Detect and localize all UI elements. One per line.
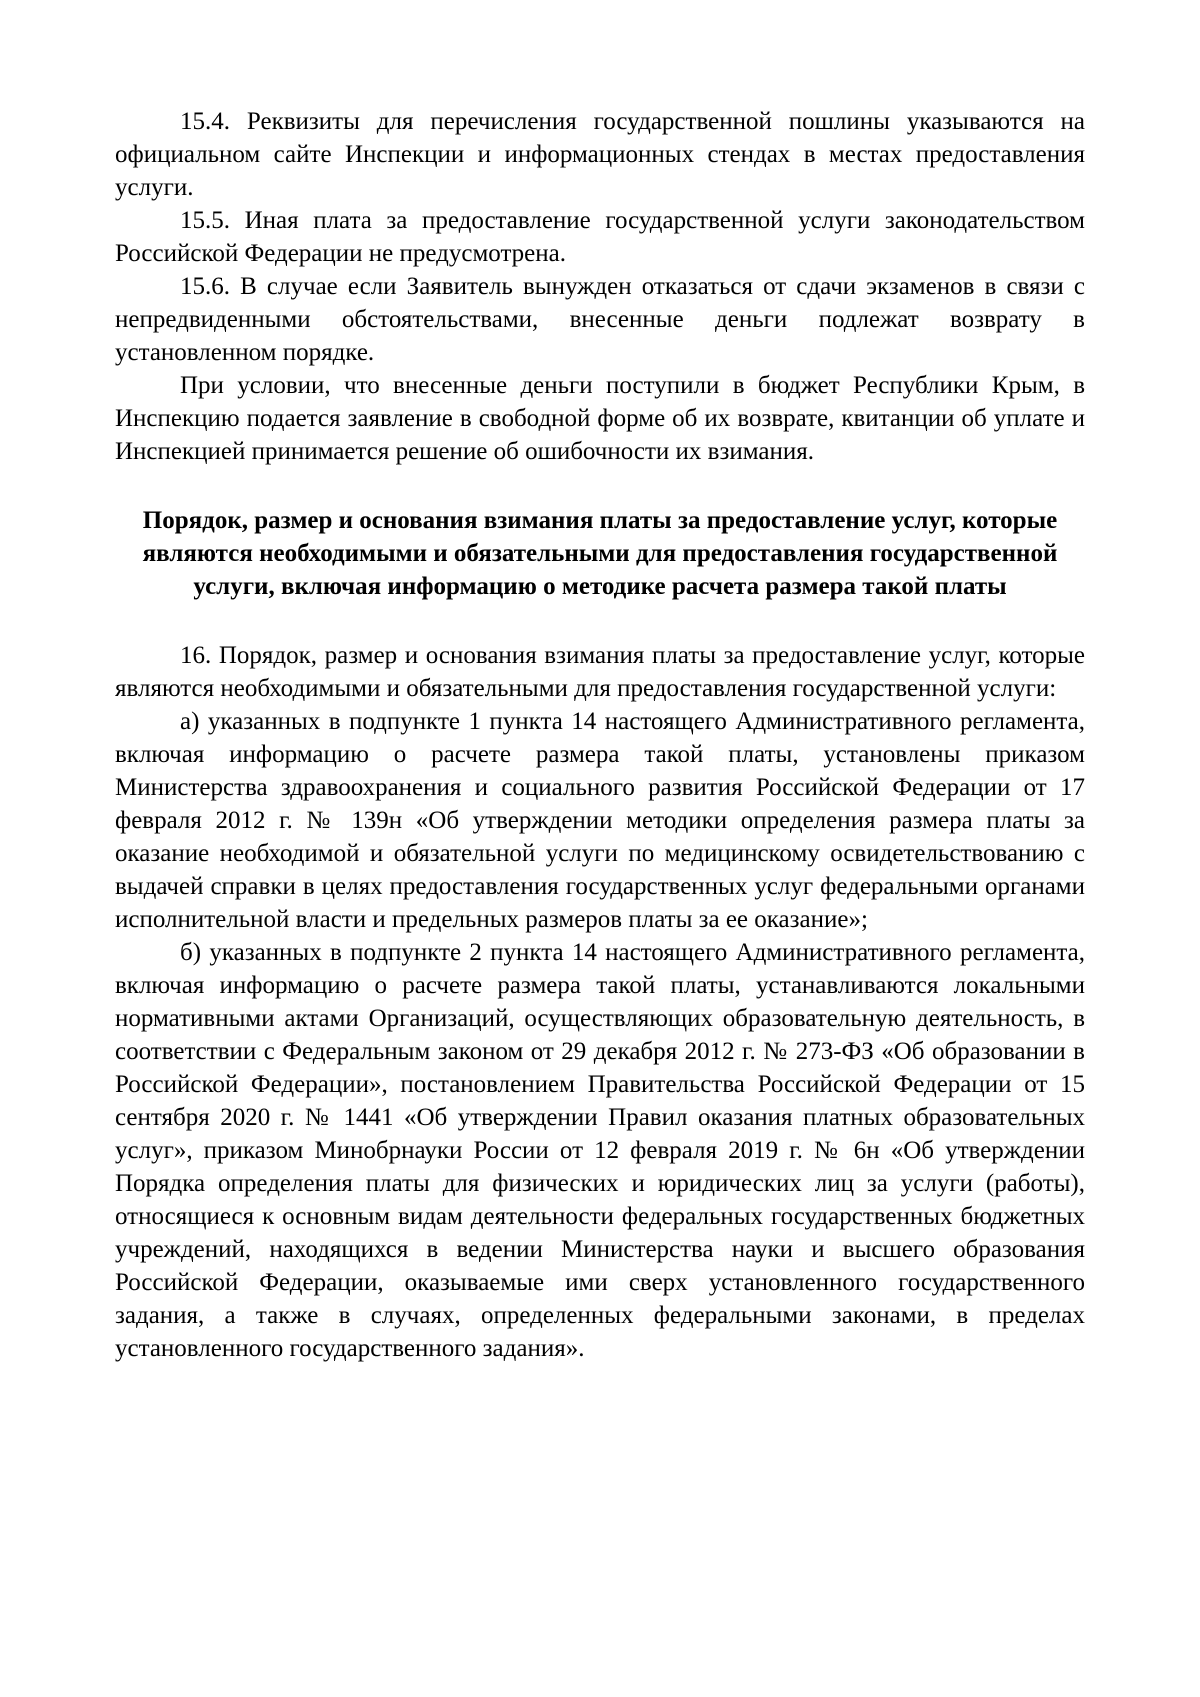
paragraph-15-6: 15.6. В случае если Заявитель вынужден отказаться от сдачи экзаменов в связи с непредвиденными обстоятельствами, внесенные деньги подлежат возврату в установленном порядке. — [115, 273, 1085, 366]
document-page — [115, 105, 1085, 1365]
section-heading: Порядок, размер и основания взимания платы за предоставление услуг, которые являются необходимыми и обязательными для предоставления государственной услуги, включая информацию о методике расчета размера такой платы — [142, 507, 1058, 600]
paragraph-15-5: 15.5. Иная плата за предоставление государственной услуги законодательством Российской Федерации не предусмотрена. — [115, 207, 1085, 267]
paragraph-refund-conditions: При условии, что внесенные деньги поступили в бюджет Республики Крым, в Инспекцию подается заявление в свободной форме об их возврате, квитанции об уплате и Инспекцией принимается решение об ошибочности их взимания. — [115, 372, 1085, 465]
paragraph-16-a: а) указанных в подпункте 1 пункта 14 настоящего Административного регламента, включая информацию о расчете размера такой платы, установлены приказом Министерства здравоохранения и социального развития Российской Федерации от 17 февраля 2012 г. № 139н «Об утверждении методики определения размера платы за оказание необходимой и обязательной услуги по медицинскому освидетельствованию с выдачей справки в целях предоставления государственных услуг федеральными органами исполнительной власти и предельных размеров платы за ее оказание»; — [115, 708, 1085, 933]
paragraph-15-4: 15.4. Реквизиты для перечисления государственной пошлины указываются на официальном сайте Инспекции и информационных стендах в местах предоставления услуги. — [115, 108, 1085, 201]
paragraph-16-b: б) указанных в подпункте 2 пункта 14 настоящего Административного регламента, включая информацию о расчете размера такой платы, устанавливаются локальными нормативными актами Организаций, осуществляющих образовательную деятельность, в соответствии с Федеральным законом от 29 декабря 2012 г. № 273-ФЗ «Об образовании в Российской Федерации», постановлением Правительства Российской Федерации от 15 сентября 2020 г. № 1441 «Об утверждении Правил оказания платных образовательных услуг», приказом Минобрнауки России от 12 февраля 2019 г. № 6н «Об утверждении Порядка определения платы для физических и юридических лиц за услуги (работы), относящиеся к основным видам деятельности федеральных государственных бюджетных учреждений, находящихся в ведении Министерства науки и высшего образования Российской Федерации, оказываемые ими сверх установленного государственного задания, а также в случаях, определенных федеральными законами, в пределах установленного государственного задания». — [115, 939, 1085, 1362]
paragraph-16: 16. Порядок, размер и основания взимания платы за предоставление услуг, которые являются необходимыми и обязательными для предоставления государственной услуги: — [115, 642, 1085, 702]
